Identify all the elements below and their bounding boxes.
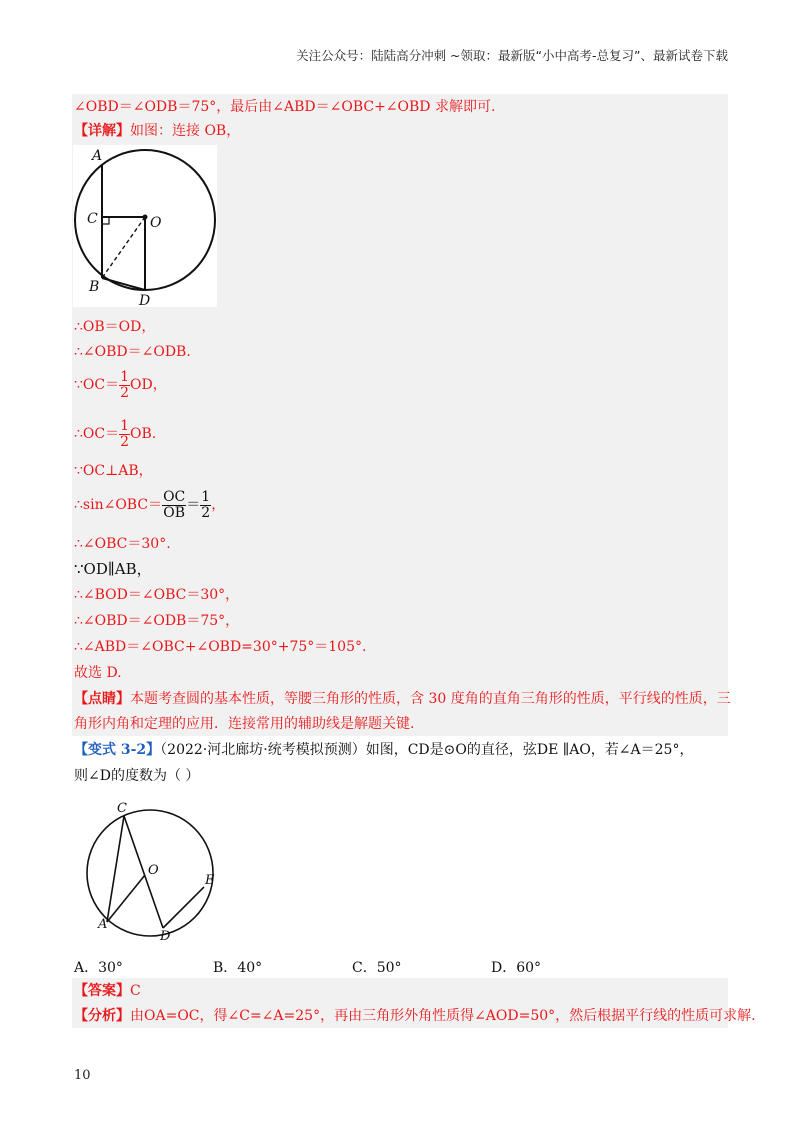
- frac-den: 2: [120, 384, 130, 401]
- detail-line: [74, 122, 240, 140]
- answer-value: C: [130, 983, 141, 999]
- fig2-label-e: E: [205, 873, 215, 888]
- analysis-tag: 【分析】: [74, 1008, 130, 1024]
- step-6-prefix: ∴sin∠OBC＝: [74, 497, 163, 513]
- fig2-label-c: C: [117, 801, 127, 816]
- option-a[interactable]: A．30°: [74, 960, 123, 976]
- frac-num: 1: [201, 488, 211, 505]
- answer-line: [74, 982, 141, 1000]
- step-10: ∴∠OBD＝∠ODB＝75°，: [74, 613, 240, 629]
- step-6-suffix: ，: [211, 497, 226, 513]
- fig1-label-c: C: [87, 211, 98, 227]
- analysis-line: [74, 1007, 756, 1025]
- fig2-label-o: O: [148, 863, 159, 878]
- fig1-label-o: O: [150, 215, 162, 231]
- choice-line: 故选 D.: [74, 665, 122, 681]
- fig1-label-d: D: [139, 293, 151, 307]
- fig1-label-b: B: [89, 279, 100, 295]
- fig1-label-a: A: [92, 148, 103, 164]
- frac-den: 2: [201, 504, 211, 521]
- frac-den: OB: [163, 504, 186, 521]
- fraction-oc-ob: [162, 490, 186, 521]
- step-4-suffix: OB.: [130, 426, 157, 442]
- option-d[interactable]: D．60°: [491, 960, 542, 976]
- fraction-half-3: [200, 490, 211, 521]
- step-8: ∵OD∥AB，: [74, 560, 152, 578]
- fig2-label-d: D: [160, 929, 171, 944]
- detail-text: 如图：连接 OB，: [130, 123, 241, 139]
- fig2-label-a: A: [98, 917, 108, 932]
- step-4: [74, 417, 156, 451]
- step-6: [74, 487, 225, 523]
- step-2: ∴∠OBD＝∠ODB.: [74, 344, 191, 360]
- circle-diagram-2: [80, 800, 230, 945]
- page-number: 10: [74, 1068, 91, 1083]
- step-6-eq: ＝: [186, 497, 201, 513]
- problem-line-1: [74, 741, 693, 759]
- step-7: ∴∠OBC＝30°.: [74, 536, 171, 552]
- frac-num: 1: [120, 368, 130, 385]
- step-3: [74, 368, 167, 402]
- step-5: ∵OC⊥AB，: [74, 463, 153, 479]
- comment-line-1: [74, 690, 731, 708]
- problem-text-1: （2022·河北廊坊·统考模拟预测）如图，CD是⊙O的直径，弦DE ∥AO，若∠A＝25°，: [160, 742, 694, 758]
- frac-num: 1: [120, 417, 130, 434]
- frac-num: OC: [163, 488, 186, 505]
- analysis-text: 由OA=OC，得∠C=∠A=25°，再由三角形外角性质得∠AOD=50°，然后根据平行线的性质可求解.: [130, 1008, 756, 1024]
- figure-circle-1: [73, 145, 217, 307]
- comment-tag: 【点睛】: [74, 691, 130, 707]
- step-4-prefix: ∴OC＝: [74, 426, 120, 442]
- step-9: ∴∠BOD＝∠OBC＝30°，: [74, 587, 240, 603]
- answer-tag: 【答案】: [74, 983, 130, 999]
- problem-tag: 【变式 3-2】: [74, 742, 161, 758]
- solution-intro: ∠OBD＝∠ODB＝75°，最后由∠ABD＝∠OBC+∠OBD 求解即可.: [74, 99, 496, 115]
- step-1: ∴OB＝OD，: [74, 319, 156, 335]
- comment-text-1: 本题考查圆的基本性质，等腰三角形的性质，含 30 度角的直角三角形的性质，平行线的性质，三: [130, 691, 731, 707]
- option-c[interactable]: C．50°: [352, 960, 402, 976]
- page-header: 关注公众号：陆陆高分冲刺 ~领取：最新版“小中高考-总复习”、最新试卷下载: [296, 48, 728, 63]
- comment-line-2: 角形内角和定理的应用．连接常用的辅助线是解题关键.: [74, 716, 415, 732]
- frac-den: 2: [120, 433, 130, 450]
- circle-diagram-1: [73, 145, 217, 307]
- step-3-prefix: ∵OC＝: [74, 377, 120, 393]
- detail-tag: 【详解】: [74, 123, 130, 139]
- fraction-half-1: [119, 370, 130, 401]
- step-3-suffix: OD，: [130, 377, 167, 393]
- fraction-half-2: [119, 419, 130, 450]
- problem-line-2: 则∠D的度数为（ ）: [74, 768, 200, 784]
- step-11: ∴∠ABD＝∠OBC+∠OBD=30°+75°＝105°.: [74, 639, 367, 655]
- figure-circle-2: [80, 800, 230, 945]
- option-b[interactable]: B．40°: [213, 960, 263, 976]
